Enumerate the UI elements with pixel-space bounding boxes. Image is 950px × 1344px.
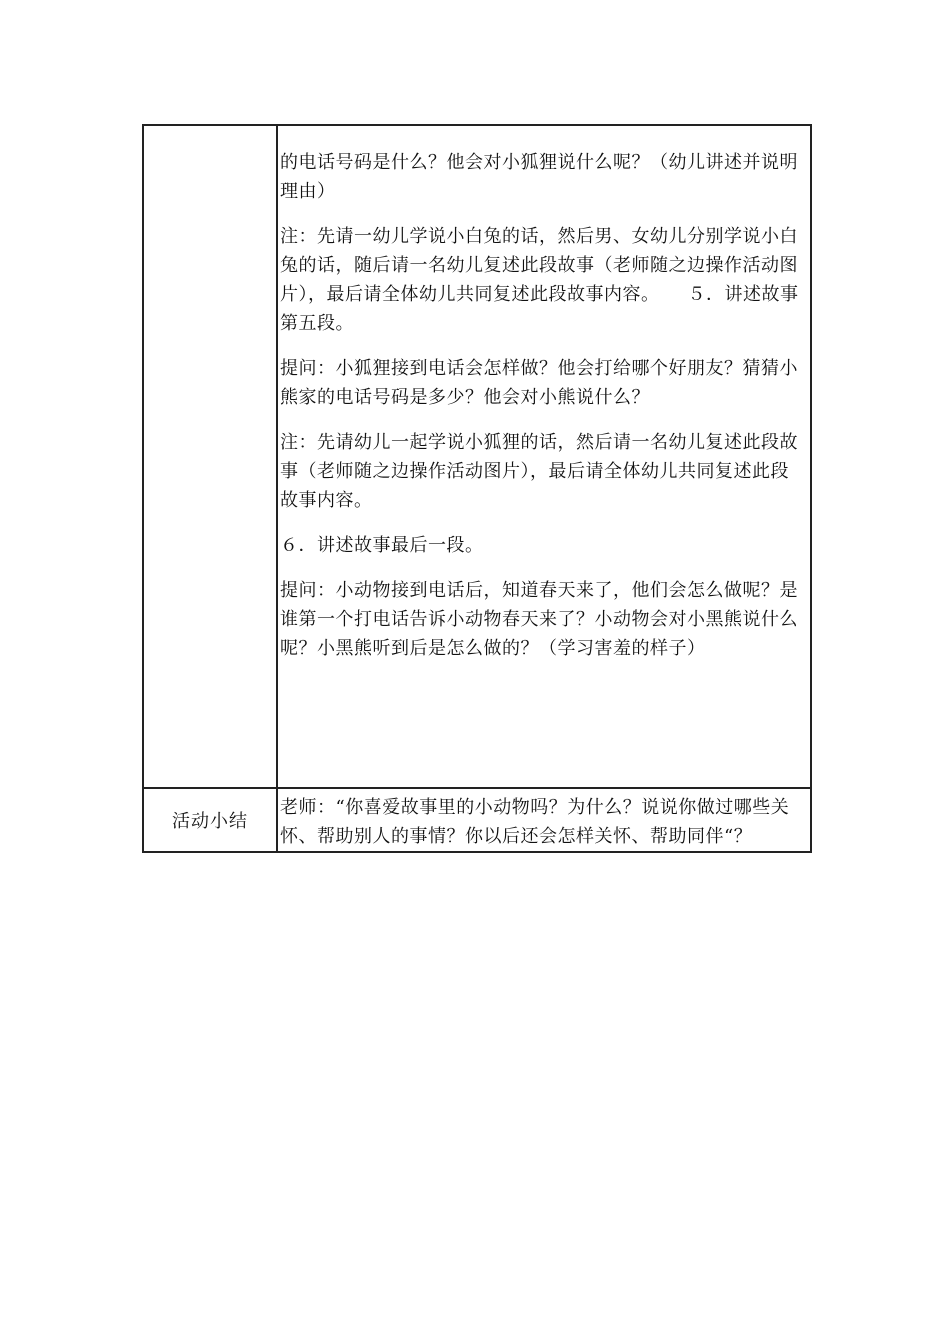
- paragraph: 提问：小狐狸接到电话会怎样做？他会打给哪个好朋友？猜猜小熊家的电话号码是多少？他会对小熊说什么？: [280, 358, 798, 408]
- paragraph: 注：先请幼儿一起学说小狐狸的话，然后请一名幼儿复述此段故事（老师随之边操作活动图片），最后请全体幼儿共同复述此段故事内容。: [280, 432, 798, 511]
- paragraph: 提问：小动物接到电话后，知道春天来了，他们会怎么做呢？是谁第一个打电话告诉小动物春天来了？小动物会对小黑熊说什么呢？小黑熊听到后是怎么做的？（学习害羞的样子）: [280, 580, 798, 659]
- table-row-activity-summary: [143, 788, 811, 852]
- table-cell-activity-content: [277, 125, 811, 788]
- table-cell-left-empty: [143, 125, 277, 788]
- paragraph: ６．讲述故事最后一段。: [280, 535, 484, 556]
- lesson-plan-table: [142, 124, 812, 853]
- paragraph: 注：先请一幼儿学说小白兔的话，然后男、女幼儿分别学说小白兔的话，随后请一名幼儿复述此段故事（老师随之边操作活动图片），最后请全体幼儿共同复述此段故事内容。 ５．讲述故事第五段。: [280, 226, 799, 334]
- summary-text: 老师：“你喜爱故事里的小动物吗？为什么？说说你做过哪些关怀、帮助别人的事情？你以后还会怎样关怀、帮助同伴“？: [277, 788, 811, 852]
- summary-label: 活动小结: [143, 788, 277, 852]
- paragraph: 的电话号码是什么？他会对小狐狸说什么呢？（幼儿讲述并说明理由）: [280, 152, 798, 202]
- table-row-activity-process: [143, 125, 811, 788]
